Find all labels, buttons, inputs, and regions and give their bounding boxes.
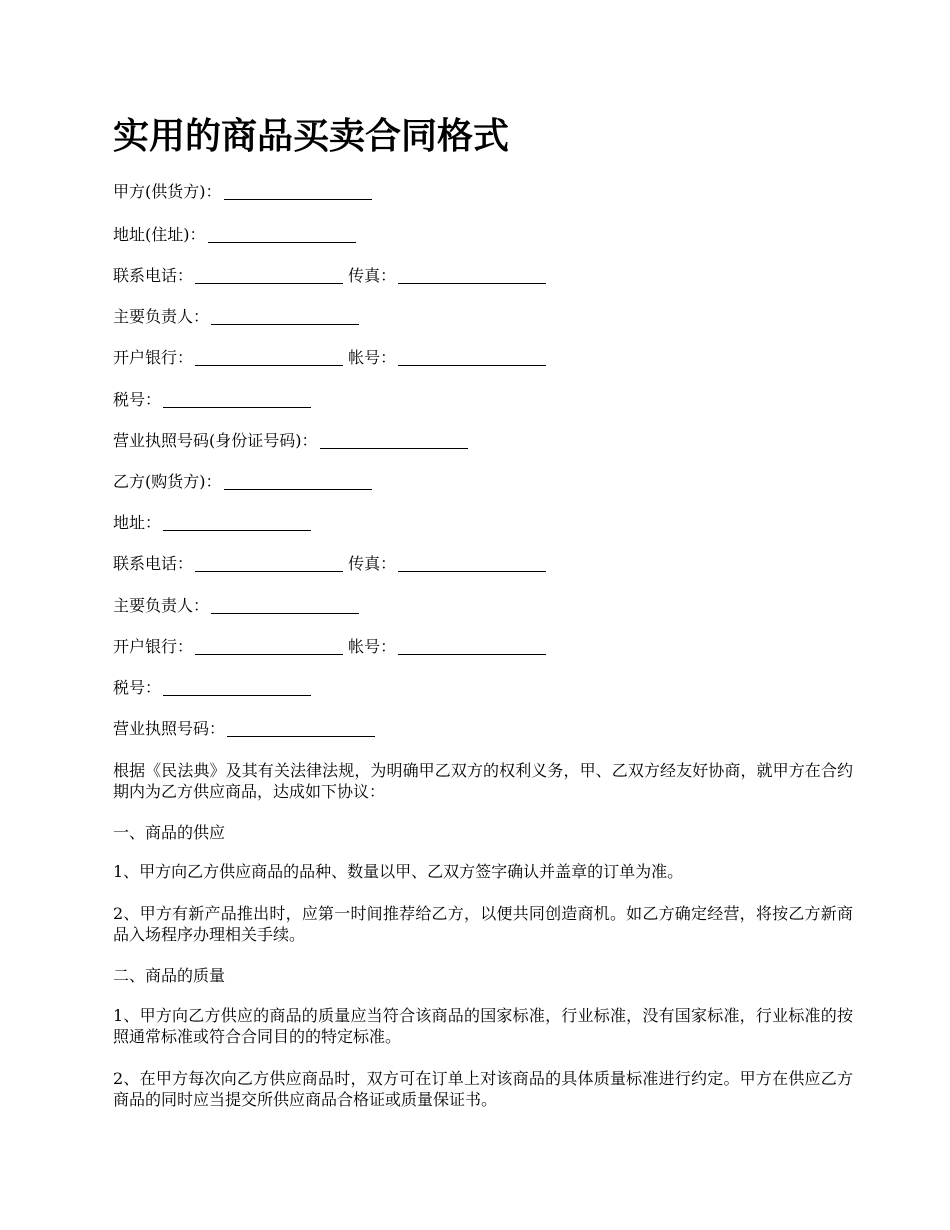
party-a-bank-blank[interactable] bbox=[195, 349, 343, 366]
page-title: 实用的商品买卖合同格式 bbox=[113, 116, 510, 157]
party-a-address-blank[interactable] bbox=[208, 226, 356, 243]
supply-clause-1: 1、甲方向乙方供应商品的品种、数量以甲、乙双方签字确认并盖章的订单为准。 bbox=[113, 862, 684, 881]
party-a-manager-label: 主要负责人： bbox=[113, 307, 210, 326]
section-heading-quality: 二、商品的质量 bbox=[113, 966, 226, 985]
party-b-phone-label: 联系电话： bbox=[113, 554, 194, 573]
party-a-phone-label: 联系电话： bbox=[113, 266, 194, 285]
party-b-fax-label: 传真： bbox=[348, 554, 397, 573]
party-b-tax-label: 税号： bbox=[113, 678, 162, 697]
party-a-address-label: 地址(住址)： bbox=[113, 225, 206, 244]
party-a-fax-label: 传真： bbox=[348, 266, 397, 285]
party-b-bank-blank[interactable] bbox=[195, 638, 343, 655]
party-a-account-blank[interactable] bbox=[398, 349, 546, 366]
party-b-license-row bbox=[113, 718, 375, 739]
party-a-tax-row bbox=[113, 389, 311, 410]
party-b-account-label: 帐号： bbox=[348, 637, 397, 656]
party-b-name-label: 乙方(购货方)： bbox=[113, 472, 222, 491]
party-b-manager-label: 主要负责人： bbox=[113, 596, 210, 615]
party-a-phone-blank[interactable] bbox=[195, 267, 343, 284]
party-b-manager-blank[interactable] bbox=[211, 597, 359, 614]
party-a-account-label: 帐号： bbox=[348, 348, 397, 367]
party-b-license-blank[interactable] bbox=[227, 720, 375, 737]
party-b-manager-row bbox=[113, 595, 359, 616]
party-b-name-blank[interactable] bbox=[224, 473, 372, 490]
party-b-bank-row bbox=[113, 636, 546, 657]
quality-clause-1: 1、甲方向乙方供应的商品的质量应当符合该商品的国家标准，行业标准，没有国家标准，行业标准的按照通常标准或符合合同目的的特定标准。 bbox=[113, 1006, 853, 1046]
party-b-license-label: 营业执照号码： bbox=[113, 719, 226, 738]
party-a-name-label: 甲方(供货方)： bbox=[113, 182, 222, 201]
party-a-tax-blank[interactable] bbox=[163, 391, 311, 408]
party-b-address-label: 地址： bbox=[113, 513, 162, 532]
party-b-address-blank[interactable] bbox=[163, 514, 311, 531]
party-a-tax-label: 税号： bbox=[113, 390, 162, 409]
party-a-license-row bbox=[113, 430, 468, 451]
party-a-name-blank[interactable] bbox=[224, 183, 372, 200]
party-b-address-row bbox=[113, 512, 311, 533]
party-a-phone-row bbox=[113, 265, 546, 286]
party-a-manager-blank[interactable] bbox=[211, 308, 359, 325]
party-a-address-row bbox=[113, 224, 356, 245]
party-a-manager-row bbox=[113, 306, 359, 327]
section-heading-supply: 一、商品的供应 bbox=[113, 823, 226, 842]
party-a-bank-row bbox=[113, 347, 546, 368]
party-a-bank-label: 开户银行： bbox=[113, 348, 194, 367]
party-b-name-row bbox=[113, 471, 372, 492]
party-b-tax-blank[interactable] bbox=[163, 679, 311, 696]
party-b-bank-label: 开户银行： bbox=[113, 637, 194, 656]
party-b-tax-row bbox=[113, 677, 311, 698]
supply-clause-2: 2、甲方有新产品推出时，应第一时间推荐给乙方，以便共同创造商机。如乙方确定经营，将按乙方新商品入场程序办理相关手续。 bbox=[113, 904, 853, 944]
party-b-phone-row bbox=[113, 553, 546, 574]
party-b-fax-blank[interactable] bbox=[398, 555, 546, 572]
party-b-account-blank[interactable] bbox=[398, 638, 546, 655]
party-a-name-row bbox=[113, 181, 372, 202]
quality-clause-2: 2、在甲方每次向乙方供应商品时，双方可在订单上对该商品的具体质量标准进行约定。甲方在供应乙方商品的同时应当提交所供应商品合格证或质量保证书。 bbox=[113, 1069, 853, 1109]
party-a-license-label: 营业执照号码(身份证号码)： bbox=[113, 431, 318, 450]
party-a-fax-blank[interactable] bbox=[398, 267, 546, 284]
party-a-license-blank[interactable] bbox=[320, 432, 468, 449]
preamble-paragraph: 根据《民法典》及其有关法律法规，为明确甲乙双方的权利义务，甲、乙双方经友好协商，就甲方在合约期内为乙方供应商品，达成如下协议： bbox=[113, 761, 853, 801]
party-b-phone-blank[interactable] bbox=[195, 555, 343, 572]
